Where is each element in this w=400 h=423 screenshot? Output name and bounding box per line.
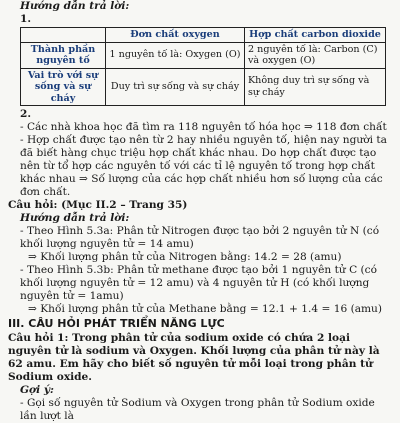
table-header-oxygen: Đơn chất oxygen xyxy=(106,28,245,43)
answer-line: - Theo Hình 5.3b: Phân tử methane được tạo bởi 1 nguyên tử C (có khối lượng nguyên tử = 12 amu) và 4 nguyên tử H (có khối lượng nguyên tử = 1amu) xyxy=(20,264,377,302)
table-header-empty xyxy=(21,28,106,43)
table-row-label: Thành phần nguyên tố xyxy=(21,42,106,68)
comparison-table xyxy=(20,27,386,106)
question-1: Câu hỏi 1: Trong phân tử của sodium oxide có chứa 2 loại nguyên tử là sodium và Oxygen. Khối lượng của phân tử này là 62 amu. Em hãy cho biết số nguyên tử mỗi loại trong phân tử Sodium oxide. xyxy=(8,332,380,383)
answer-heading: Hướng dẫn trả lời: xyxy=(20,0,130,12)
table-header-row xyxy=(21,28,386,43)
answer-line: ⇒ Khối lượng phân tử của Methane bằng = 12.1 + 1.4 = 16 (amu) xyxy=(28,303,383,315)
item-number-2: 2. xyxy=(20,108,32,120)
section-title: III. CÂU HỎI PHÁT TRIỂN NĂNG LỰC xyxy=(8,317,225,330)
table-cell-co2: 2 nguyên tố là: Carbon (C) và oxygen (O) xyxy=(245,42,386,68)
item-number-1: 1. xyxy=(20,13,32,25)
table-row xyxy=(21,42,386,68)
answer-heading: Hướng dẫn trả lời: xyxy=(20,212,130,224)
table-header-co2: Hợp chất carbon dioxide xyxy=(245,28,386,43)
hint-heading: Gợi ý: xyxy=(20,384,54,396)
table-row xyxy=(21,68,386,106)
table-cell-oxygen: 1 nguyên tố là: Oxygen (O) xyxy=(106,42,245,68)
hint-line: - Gọi số nguyên tử Sodium và Oxygen trong phân tử Sodium oxide lần lượt là xyxy=(20,397,375,422)
answer-line: - Theo Hình 5.3a: Phân tử Nitrogen được tạo bởi 2 nguyên tử N (có khối lượng nguyên tử = 14 amu) xyxy=(20,225,380,250)
item2-line: - Các nhà khoa học đã tìm ra 118 nguyên tố hóa học ⇒ 118 đơn chất xyxy=(20,121,387,133)
answer-line: ⇒ Khối lượng phân tử của Nitrogen bằng: 14.2 = 28 (amu) xyxy=(28,251,342,263)
item2-paragraph: - Hợp chất được tạo nên từ 2 hay nhiều nguyên tố, hiện nay người ta đã biết hàng chục triệu hợp chất khác nhau. Do hợp chất được tạo nên từ tổ hợp các nguyên tố với các tỉ lệ nguyên tố trong hợp chất khác nhau ⇒ Số lượng của các hợp chất nhiều hơn số lượng của các đơn chất. xyxy=(20,134,387,198)
question-reference: Câu hỏi: (Mục II.2 – Trang 35) xyxy=(8,199,188,211)
table-row-label: Vai trò với sự sống và sự cháy xyxy=(21,68,106,106)
table-cell-co2: Không duy trì sự sống và sự cháy xyxy=(245,68,386,106)
table-cell-oxygen: Duy trì sự sống và sự cháy xyxy=(106,68,245,106)
